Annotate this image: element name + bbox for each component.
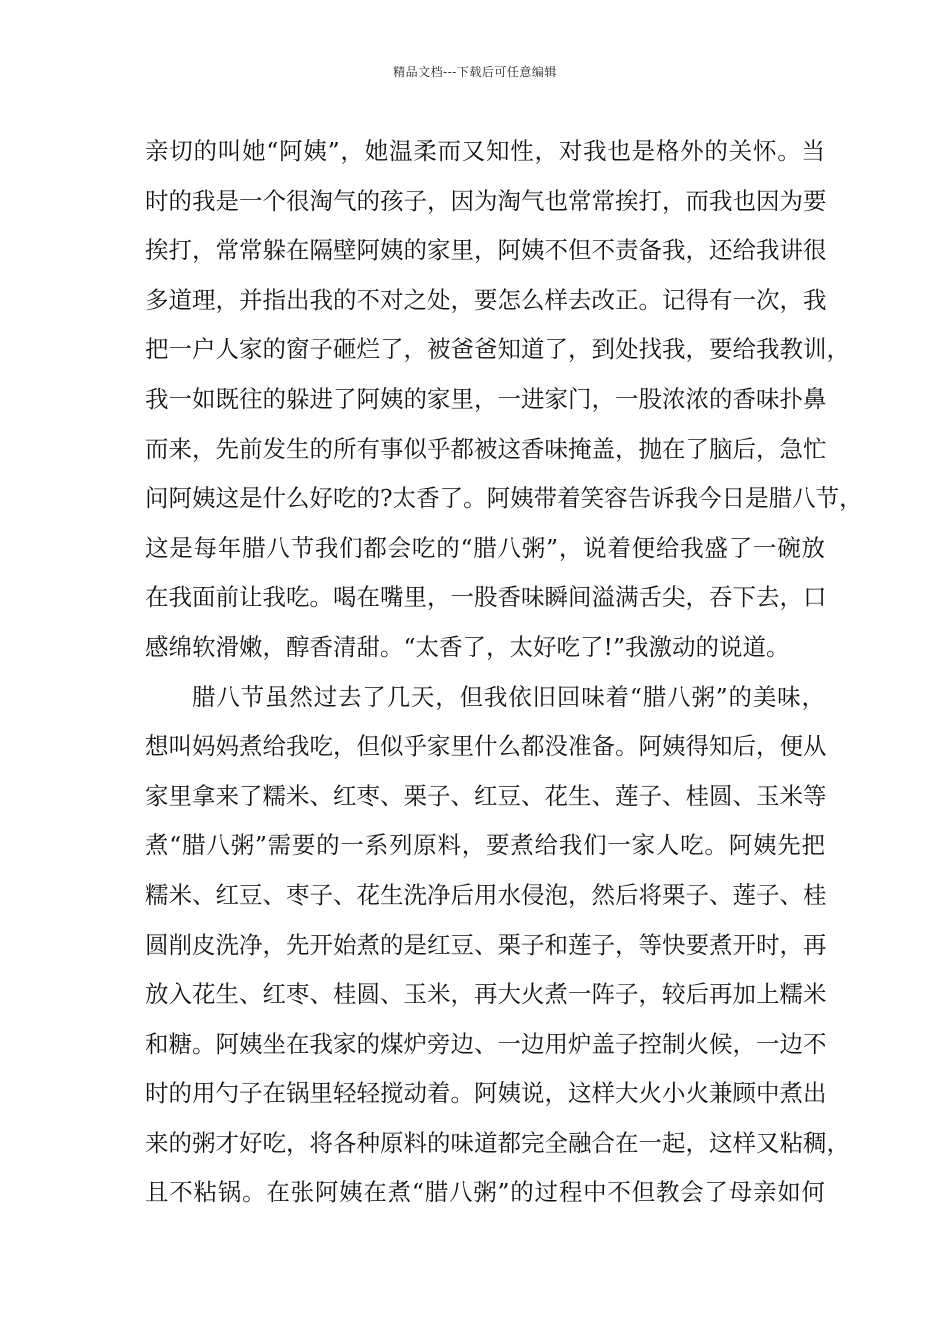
text-line: 问阿姨这是什么好吃的?太香了。阿姨带着笑容告诉我今日是腊八节， [145,484,863,513]
text-line: 腊八节虽然过去了几天，但我依旧回味着“腊八粥”的美味， [192,682,825,711]
text-line: 多道理，并指出我的不对之处，要怎么样去改正。记得有一次，我 [145,285,827,314]
text-line: 在我面前让我吃。喝在嘴里，一股香味瞬间溢满舌尖，吞下去，口 [145,583,827,612]
text-line: 家里拿来了糯米、红枣、栗子、红豆、花生、莲子、桂圆、玉米等 [145,781,827,810]
text-line: 想叫妈妈煮给我吃，但似乎家里什么都没准备。阿姨得知后，便从 [145,732,827,761]
text-line: 把一户人家的窗子砸烂了，被爸爸知道了，到处找我，要给我教训， [145,335,850,364]
body-text [145,127,863,1218]
text-line: 放入花生、红枣、桂圆、玉米，再大火煮一阵子，较后再加上糯米 [145,980,827,1009]
text-line: 亲切的叫她“阿姨”，她温柔而又知性，对我也是格外的关怀。当 [145,137,825,165]
text-line: 且不粘锅。在张阿姨在煮“腊八粥”的过程中不但教会了母亲如何 [145,1178,825,1207]
text-line: 和糖。阿姨坐在我家的煤炉旁边、一边用炉盖子控制火候，一边不 [145,1029,827,1058]
text-line: 糯米、红豆、枣子、花生洗净后用水侵泡，然后将栗子、莲子、桂 [145,880,827,909]
text-line: 感绵软滑嫩，醇香清甜。“太香了，太好吃了!”我激动的说道。 [145,632,790,661]
paragraph-2 [145,673,850,1219]
text-line: 时的用勺子在锅里轻轻搅动着。阿姨说，这样大火小火兼顾中煮出 [145,1079,827,1108]
text-line: 挨打，常常躲在隔壁阿姨的家里，阿姨不但不责备我，还给我讲很 [145,236,827,265]
paragraph-1 [145,127,863,673]
text-line: 这是每年腊八节我们都会吃的“腊八粥”，说着便给我盛了一碗放 [145,533,825,562]
text-line: 来的粥才好吃，将各种原料的味道都完全融合在一起，这样又粘稠， [145,1128,850,1157]
text-line: 而来，先前发生的所有事似乎都被这香味掩盖，抛在了脑后，急忙 [145,434,827,463]
text-line: 煮“腊八粥”需要的一系列原料，要煮给我们一家人吃。阿姨先把 [145,831,825,860]
text-line: 我一如既往的躲进了阿姨的家里，一进家门，一股浓浓的香味扑鼻 [145,384,827,413]
text-line: 圆削皮洗净，先开始煮的是红豆、栗子和莲子，等快要煮开时，再 [145,930,827,959]
text-line: 时的我是一个很淘气的孩子，因为淘气也常常挨打，而我也因为要 [145,186,827,215]
page-header: 精品文档---下载后可任意编辑 [393,65,557,79]
